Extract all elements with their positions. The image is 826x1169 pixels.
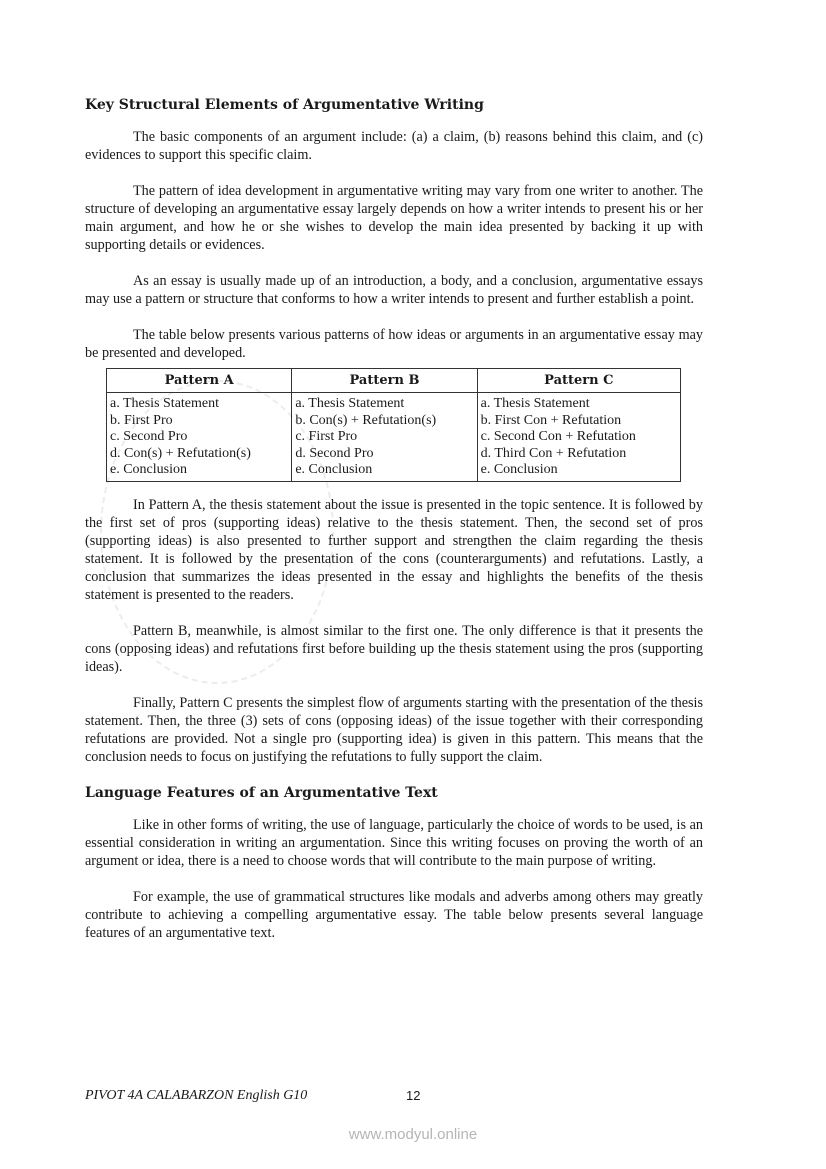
footer-title: PIVOT 4A CALABARZON English G10	[85, 1088, 308, 1103]
paragraph: For example, the use of grammatical structures like modals and adverbs among others may greatly contribute to achieving a compelling argumentative essay. The table below presents several language features of an argumentative text.	[85, 888, 703, 941]
paragraph: The table below presents various patterns of how ideas or arguments in an argumentative essay may be presented and developed.	[85, 327, 703, 361]
pattern-b-cell	[292, 393, 477, 482]
list-item: c. First Pro	[295, 429, 358, 444]
paragraph: The pattern of idea development in argumentative writing may vary from one writer to another. The structure of developing an argumentative essay largely depends on how a writer intends to present his or her main argument, and how he or she wishes to develop the main idea presented by backing it up with supporting details or evidences.	[85, 183, 703, 253]
list-item: d. Con(s) + Refutation(s)	[110, 445, 251, 461]
pattern-c-cell	[477, 393, 680, 482]
table-row	[107, 393, 681, 482]
section-heading-language-features: Language Features of an Argumentative Text	[85, 784, 438, 801]
list-item: e. Conclusion	[110, 462, 187, 477]
patterns-table	[106, 368, 681, 482]
page-number: 12	[406, 1088, 421, 1103]
list-item: c. Second Pro	[110, 429, 188, 444]
paragraph: The basic components of an argument include: (a) a claim, (b) reasons behind this claim, and (c) evidences to support this specific claim.	[85, 129, 703, 163]
list-item: d. Second Pro	[295, 445, 374, 461]
list-item: d. Third Con + Refutation	[480, 445, 627, 461]
list-item: a. Thesis Statement	[110, 396, 219, 411]
header-pattern-b: Pattern B	[292, 369, 477, 393]
paragraph: As an essay is usually made up of an introduction, a body, and a conclusion, argumentative essays may use a pattern or structure that conforms to how a writer intends to present and further establish a point.	[85, 273, 703, 307]
section-heading-structural-elements: Key Structural Elements of Argumentative Writing	[85, 97, 484, 113]
list-item: c. Second Con + Refutation	[480, 429, 636, 444]
header-pattern-c: Pattern C	[477, 369, 680, 393]
paragraph: Like in other forms of writing, the use of language, particularly the choice of words to be used, is an essential consideration in writing an argumentation. Since this writing focuses on proving the worth of an argument or idea, there is a need to choose words that will contribute to the main purpose of writing.	[85, 816, 703, 869]
table-header-row	[107, 369, 681, 393]
list-item: a. Thesis Statement	[295, 396, 405, 411]
site-watermark: www.modyul.online	[348, 1126, 478, 1143]
paragraph: Finally, Pattern C presents the simplest flow of arguments starting with the presentation of the thesis statement. Then, the three (3) sets of cons (opposing ideas) of the issue together with their corresponding refutations are provided. Not a single pro (supporting idea) is given in this pattern. This means that the conclusion needs to focus on justifying the refutations to fully support the claim.	[85, 694, 703, 765]
list-item: e. Conclusion	[295, 462, 373, 477]
paragraph: Pattern B, meanwhile, is almost similar to the first one. The only difference is that it presents the cons (opposing ideas) and refutations first before building up the thesis statement using the pros (supporting ideas).	[85, 622, 703, 675]
list-item: e. Conclusion	[480, 462, 558, 477]
list-item: b. Con(s) + Refutation(s)	[295, 412, 437, 428]
list-item: a. Thesis Statement	[480, 396, 590, 411]
document-page	[85, 96, 703, 960]
list-item: b. First Con + Refutation	[480, 412, 622, 428]
pattern-a-cell	[107, 393, 292, 482]
header-pattern-a: Pattern A	[107, 369, 292, 393]
list-item: b. First Pro	[110, 412, 173, 428]
paragraph: In Pattern A, the thesis statement about the issue is presented in the topic sentence. It is followed by the first set of pros (supporting ideas) relative to the thesis statement. Then, the second set of pros (supporting ideas) is also presented to further support and strengthen the claim regarding the thesis statement. It is followed by the presentation of the cons (counterarguments) and refutations. Lastly, a conclusion that summarizes the ideas presented in the essay and highlights the benefits of the thesis statement is presented to the readers.	[85, 496, 703, 603]
